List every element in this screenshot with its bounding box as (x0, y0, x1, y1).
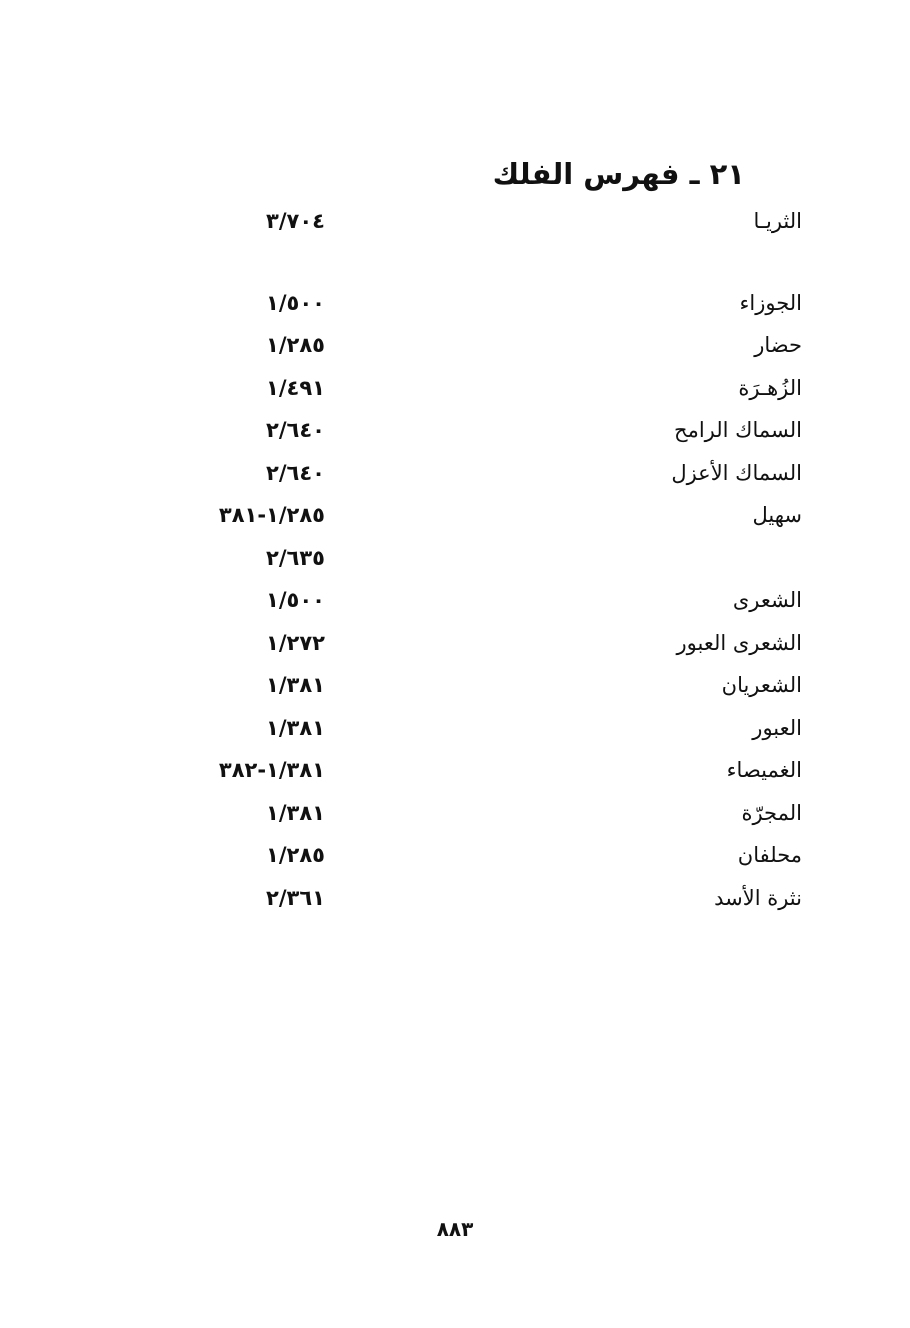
entry-term: نثرة الأسد (714, 885, 802, 910)
index-entry (0, 367, 910, 410)
index-entry (0, 834, 910, 877)
index-entry (0, 792, 910, 835)
entry-reference: ١/٢٧٢ (266, 630, 325, 655)
entry-term: الشعرى (732, 588, 802, 612)
entry-reference: ٢/٣٦١ (266, 885, 325, 910)
entry-reference: ١/٣٨١ (266, 800, 325, 825)
index-entry (0, 452, 910, 495)
entry-term: الثريـا (753, 209, 802, 233)
entry-reference: ٣/٧٠٤ (266, 209, 325, 233)
index-title: ٢١ ـ فهرس الفلك (492, 157, 745, 191)
entry-term: العبور (752, 715, 802, 740)
entry-term: حضار (754, 333, 802, 357)
entry-reference: ١/٣٨١ (266, 715, 325, 740)
entry-term: الشعرى العبور (676, 630, 802, 655)
index-entry (0, 707, 910, 750)
entry-reference: ٢/٦٣٥ (266, 545, 325, 570)
entry-term: الغميصاء (726, 758, 802, 782)
entry-term: سهيل (752, 503, 802, 527)
entry-term: الجوزاء (739, 290, 802, 315)
entry-reference: ١/٤٩١ (266, 375, 325, 400)
page-number: ٨٨٣ (436, 1217, 474, 1241)
entry-reference: ١/٥٠٠ (266, 588, 325, 612)
index-entry (0, 579, 910, 622)
entry-reference: ٢/٦٤٠ (266, 418, 325, 442)
entry-term: الشعريان (721, 673, 802, 697)
entry-reference: ١/٥٠٠ (266, 290, 325, 315)
index-entry (0, 877, 910, 920)
entry-reference: ١/٣٨١ (266, 673, 325, 697)
entry-reference: ١/٣٨١-٣٨٢ (218, 758, 325, 782)
entry-term: المجرّة (741, 800, 802, 825)
entry-reference: ١/٢٨٥ (266, 333, 325, 357)
index-entry-continuation (0, 537, 910, 580)
entry-term: محلفان (737, 843, 802, 867)
index-entry (0, 324, 910, 367)
index-entry (0, 749, 910, 792)
index-spacer (0, 243, 910, 282)
astronomy-index-list (0, 200, 910, 919)
entry-reference: ١/٢٨٥ (266, 843, 325, 867)
index-entry (0, 200, 910, 243)
index-entry (0, 409, 910, 452)
index-entry (0, 282, 910, 325)
index-entry (0, 494, 910, 537)
entry-reference: ٢/٦٤٠ (266, 460, 325, 485)
entry-term: السماك الرامح (674, 418, 802, 442)
entry-term: الزُهـرَة (738, 375, 802, 400)
entry-reference: ١/٢٨٥-٣٨١ (218, 503, 325, 527)
entry-term: السماك الأعزل (671, 460, 802, 485)
index-entry (0, 622, 910, 665)
index-entry (0, 664, 910, 707)
